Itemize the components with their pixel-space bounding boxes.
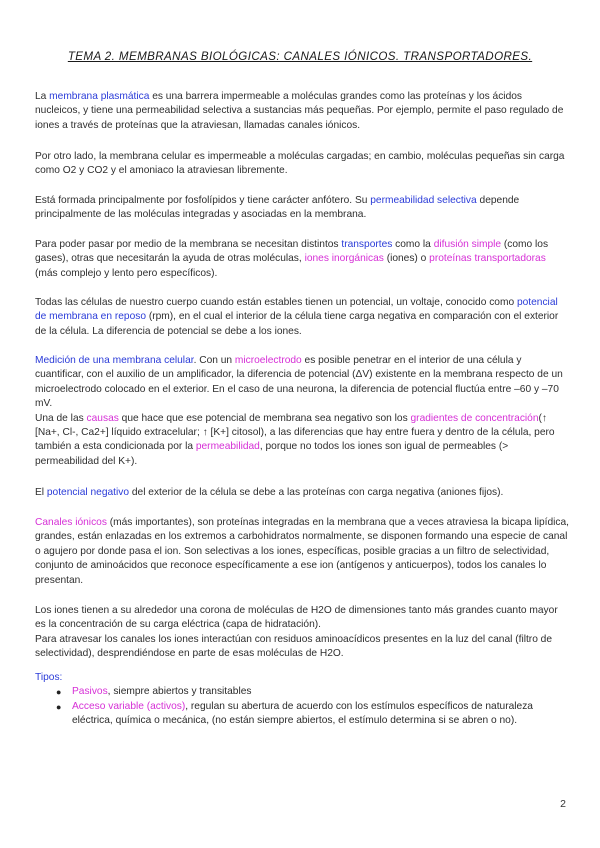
page-number: 2 [560, 798, 566, 810]
tipos-heading: Tipos: [35, 672, 63, 683]
list-item: ● Pasivos, siempre abiertos y transitables [35, 685, 570, 699]
highlight-gradientes: gradientes de concentración [410, 412, 539, 424]
highlight-proteinas-transportadoras: proteínas transportadoras [429, 253, 546, 265]
paragraph-membrana-plasmatica: La membrana plasmática es una barrera impermeable a moléculas grandes como las proteínas y los ácidos nucleicos, y tiene una permeabilidad selectiva a sustancias más pequeñas. Por ejemplo, permite el paso regulado de iones a través de proteínas que la atraviesan, llamadas canales iónicos. [35, 91, 564, 131]
bullet-icon: ● [56, 701, 62, 712]
tipos-list [35, 671, 570, 729]
highlight-acceso-variable: Acceso variable (activos) [72, 700, 186, 712]
list-item: ● Acceso variable (activos), regulan su abertura de acuerdo con los estímulos específicos de naturaleza eléctrica, química o mecánica, (no están siempre abiertos, el estímulo determina si se abren o no). [56, 700, 533, 727]
highlight-permeabilidad: permeabilidad [195, 441, 260, 453]
highlight-medicion: Medición de una membrana celular [35, 355, 194, 366]
highlight-pasivos: Pasivos [72, 686, 108, 698]
highlight-permeabilidad-selectiva: permeabilidad selectiva [370, 195, 477, 206]
highlight-iones-inorganicas: iones inorgánicas [304, 253, 384, 265]
page-title: TEMA 2. MEMBRANAS BIOLÓGICAS: CANALES IÓNICOS. TRANSPORTADORES. [67, 50, 533, 63]
highlight-potencial-negativo: potencial negativo [46, 487, 130, 498]
paragraph-iones-hidratacion: Los iones tienen a su alrededor una corona de moléculas de H2O de dimensiones tanto más grandes cuanto mayor es la concentración de su carga eléctrica (capa de hidratación). Para atravesar los canales los iones interactúan con residuos aminoacídicos presentes en la luz del canal (filtro de selectividad), desprendiéndose en parte de esas moléculas de H2O. [35, 605, 558, 660]
highlight-canales-ionicos: Canales iónicos [35, 517, 107, 528]
paragraph-fosfolipidos: Está formada principalmente por fosfolípidos y tiene carácter anfótero. Su permeabilidad selectiva depende principalmente de las moléculas integradas y asociadas en la membrana. [35, 195, 520, 221]
paragraph-canales-ionicos: Canales iónicos (más importantes), son proteínas integradas en la membrana que a veces atraviesa la bicapa lipídica, grandes, están enlazadas en los extremos a carbohidratos normalmente, se disponen formando una especie de canal o agujero por donde pasa el ion. Son selectivas a los iones, específicas, posible gracias a un filtro de selectividad, conjunto de aminoácidos que reconoce específicamente a ese ion (antígenos y anticuerpos), todos los canales lo presentan. [35, 517, 570, 586]
paragraph-potencial-reposo: Todas las células de nuestro cuerpo cuando están estables tienen un potencial, un voltaje, conocido como potencial de membrana en reposo (rpm), en el cual el interior de la célula tiene carga negativa en comparación con el exterior de la célula. La diferencia de potencial se debe a los iones. [35, 297, 559, 337]
highlight-causas: causas [86, 412, 119, 424]
highlight-difusion-simple: difusión simple [433, 239, 502, 250]
highlight-microelectrodo: microelectrodo [234, 355, 302, 366]
paragraph-potencial-negativo: El potencial negativo del exterior de la célula se debe a las proteínas con carga negativa (aniones fijos). [35, 487, 504, 498]
paragraph-impermeable: Por otro lado, la membrana celular es impermeable a moléculas cargadas; en cambio, moléculas pequeñas sin carga como O2 y CO2 y el amoniaco la atraviesan libremente. [35, 151, 565, 177]
highlight-transportes: transportes [341, 239, 393, 250]
paragraph-medicion: Medición de una membrana celular. Con un microelectrodo es posible penetrar en el interior de una célula y cuantificar, con el auxilio de un amplificador, la diferencia de potencial (ΔV) existente en la membrana respecto de un microelectrodo colocado en el exterior. En el caso de una neurona, la diferencia de potencial fluctúa entre –60 y –70 mV. Una de las causas que hace que ese potencial de membrana sea negativo son los gradientes de concentración(↑ [Na+, Cl-, Ca2+] líquido extracelular; ↑ [K+] citosol), a las diferencias que hay entre fuera y dentro de la célula, pero también a esta condicionada por la permeabilidad, porque no todos los iones son igual de permeables (> permeabilidad del K+). [35, 355, 563, 467]
bullet-icon: ● [56, 687, 62, 698]
highlight-membrana-plasmatica: membrana plasmática [49, 91, 150, 102]
highlight-potencial-reposo: potencial de membrana en reposo [35, 297, 558, 323]
paragraph-transportes: Para poder pasar por medio de la membrana se necesitan distintos transportes como la difusión simple (como los gases), otras que necesitarán la ayuda de otras moléculas, iones inorgánicas (iones) o proteínas transportadoras (más complejo y lento pero específicos). [35, 239, 549, 279]
